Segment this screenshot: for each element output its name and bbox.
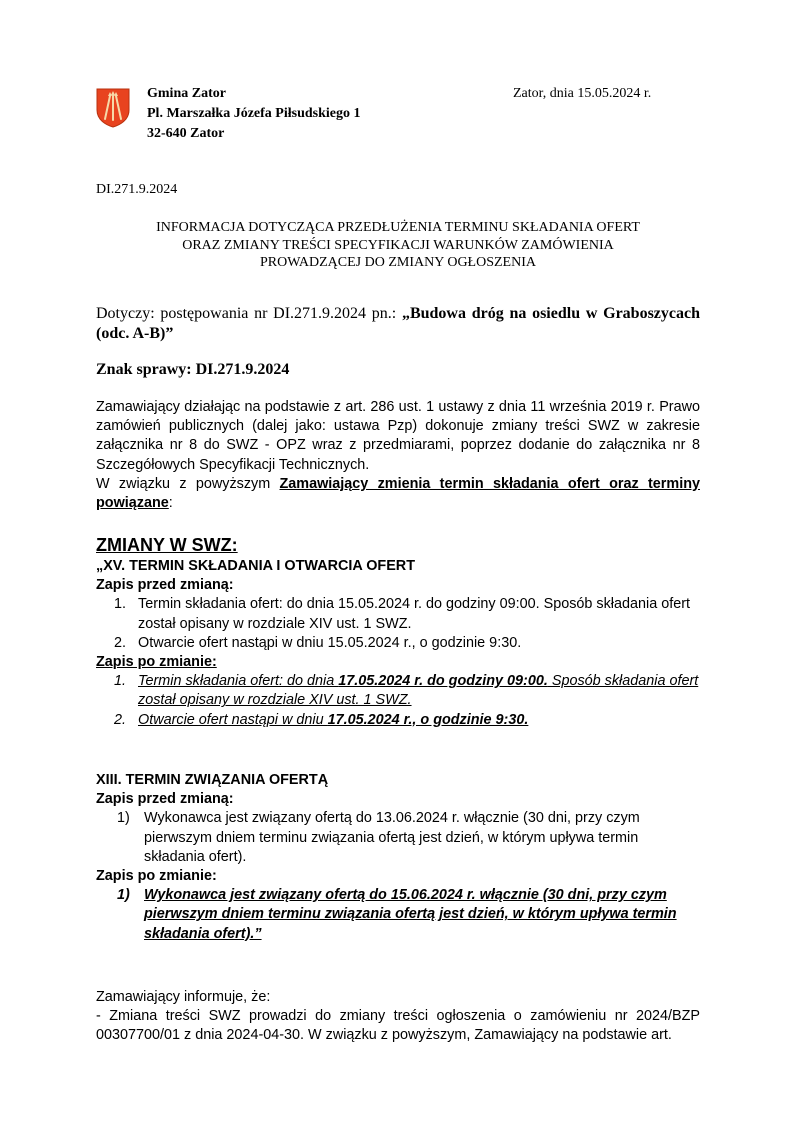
item-text: [138, 673, 698, 708]
gmina-coat-of-arms-icon: [96, 88, 130, 128]
item-number: 2.: [114, 711, 127, 728]
subject-prefix: Dotyczy: postępowania nr DI.271.9.2024 pn.:: [96, 305, 402, 322]
org-street: Pl. Marszałka Józefa Piłsudskiego 1: [147, 106, 361, 121]
item-number: 2.: [114, 634, 127, 651]
section-heading: „XV. TERMIN SKŁADANIA I OTWARCIA OFERT: [96, 558, 415, 574]
item-text-part: Termin składania ofert: do dnia: [138, 673, 339, 690]
item-new-date: 17.05.2024 r., o godzinie 9:30.: [327, 711, 529, 728]
closing-paragraph: [96, 988, 700, 1046]
list-item: [96, 672, 700, 710]
section-xiii: [96, 771, 700, 944]
list-item: [96, 634, 700, 653]
closing-text: - Zmiana treści SWZ prowadzi do zmiany treści ogłoszenia o zamówieniu nr 2024/BZP 00307700/01 z dnia 2024-04-30. W związku z powyższym, Zamawiający na podstawie art.: [96, 1008, 700, 1044]
before-label: Zapis przed zmianą:: [96, 791, 234, 808]
reference-number: DI.271.9.2024: [96, 182, 178, 197]
section-xv: [96, 557, 700, 730]
item-text: Wykonawca jest związany ofertą do 13.06.2024 r. włącznie (30 dni, przy czym pierwszym dniem terminu związania ofertą jest dzień, w którym upływa termin składania ofert).: [144, 810, 640, 865]
list-item: [96, 809, 700, 867]
section-heading: XIII. TERMIN ZWIĄZANIA OFERTĄ: [96, 772, 329, 788]
item-text: [138, 712, 528, 728]
closing-line: Zamawiający informuje, że:: [96, 989, 271, 1005]
list-item: [96, 711, 700, 730]
item-number: 1): [117, 887, 130, 904]
before-label: Zapis przed zmianą:: [96, 577, 234, 594]
org-city: 32-640 Zator: [147, 126, 225, 141]
document-title: [96, 219, 700, 272]
change-suffix: :: [168, 495, 173, 512]
change-statement: Zamawiający zmienia termin składania ofert oraz terminy powiązane: [96, 475, 700, 512]
item-number: 1): [117, 810, 130, 827]
item-text: Termin składania ofert: do dnia 15.05.2024 r. do godziny 09:00. Sposób składania ofert został opisany w rozdziale XIV ust. 1 SWZ.: [138, 596, 691, 632]
intro-text: Zamawiający działając na podstawie z art. 286 ust. 1 ustawy z dnia 11 września 2019 r. Prawo zamówień publicznych (dalej jako: ustawa Pzp) dokonuje zmiany treści SWZ w zakresie załącznika nr 8 do SWZ - OPZ wraz z przedmiarami, poprzez dodanie do załącznika nr 8 Szczegółowych Specyfikacji Technicznych.: [96, 399, 700, 473]
change-prefix: W związku z powyższym: [96, 475, 280, 492]
document-date: Zator, dnia 15.05.2024 r.: [513, 86, 652, 101]
title-line: PROWADZĄCEJ DO ZMIANY OGŁOSZENIA: [260, 255, 536, 270]
sender-address: [147, 84, 361, 144]
org-name: Gmina Zator: [147, 86, 226, 101]
procurement-name: „Budowa dróg na osiedlu w Graboszycach (odc. A-B)”: [96, 305, 700, 342]
item-text-part: Sposób składania ofert został opisany w rozdziale XIV ust. 1 SWZ.: [138, 673, 699, 709]
after-label: Zapis po zmianie:: [96, 868, 217, 885]
item-number: 1.: [114, 673, 127, 690]
subject-line: [96, 304, 700, 343]
list-item: [96, 595, 700, 633]
item-text: Otwarcie ofert nastąpi w dniu 15.05.2024 r., o godzinie 9:30.: [138, 634, 522, 651]
after-label: Zapis po zmianie:: [96, 654, 217, 671]
case-number: Znak sprawy: DI.271.9.2024: [96, 361, 290, 378]
list-item: [96, 886, 700, 944]
intro-paragraph: [96, 398, 700, 513]
intro-change-line: [96, 475, 700, 513]
title-line: ORAZ ZMIANY TREŚCI SPECYFIKACJI WARUNKÓW ZAMÓWIENIA: [182, 237, 614, 253]
title-line: INFORMACJA DOTYCZĄCA PRZEDŁUŻENIA TERMINU SKŁADANIA OFERT: [156, 220, 640, 235]
item-text: Wykonawca jest związany ofertą do 15.06.2024 r. włącznie (30 dni, przy czym pierwszym dniem terminu związania ofertą jest dzień, w którym upływa termin składania ofert).”: [144, 887, 677, 942]
item-number: 1.: [114, 596, 127, 613]
item-text-part: Otwarcie ofert nastąpi w dniu: [138, 711, 328, 728]
changes-heading: ZMIANY W SWZ:: [96, 535, 238, 555]
item-new-date: 17.05.2024 r. do godziny 09:00.: [338, 673, 548, 690]
